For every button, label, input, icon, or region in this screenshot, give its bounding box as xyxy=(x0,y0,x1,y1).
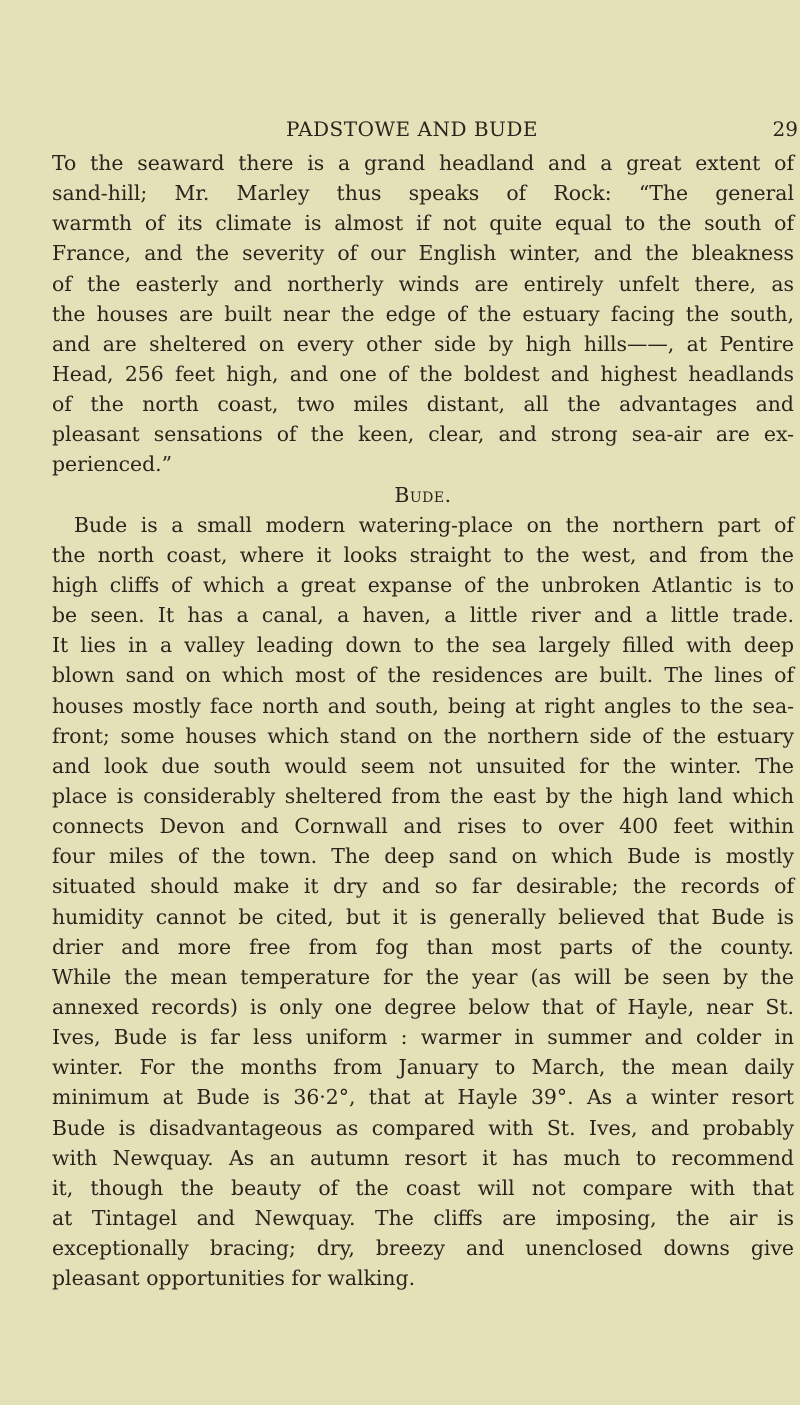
text-line: connects Devon and Cornwall and rises to over 400 feet within xyxy=(52,814,794,839)
text-line: of the easterly and northerly winds are entirely unfelt there, as xyxy=(52,271,794,296)
text-line: and are sheltered on every other side by high hills——, at Pentire xyxy=(52,331,794,356)
section-heading: Bude. xyxy=(394,482,452,507)
text-line: be seen. It has a canal, a haven, a little river and a little trade. xyxy=(52,603,794,628)
text-line: place is considerably sheltered from the east by the high land which xyxy=(52,783,794,808)
text-line: winter. For the months from January to March, the mean daily xyxy=(52,1055,794,1080)
text-line: of the north coast, two miles distant, all the advantages and xyxy=(52,392,794,417)
page-number: 29 xyxy=(772,117,798,141)
text-line: high cliffs of which a great expanse of the unbroken Atlantic is to xyxy=(52,572,794,597)
text-line: annexed records) is only one degree below that of Hayle, near St. xyxy=(52,994,794,1019)
text-line: Ives, Bude is far less uniform : warmer in summer and colder in xyxy=(52,1025,794,1050)
text-line: drier and more free from fog than most parts of the county. xyxy=(52,934,794,959)
text-line: and look due south would seem not unsuited for the winter. The xyxy=(52,753,794,778)
text-line: exceptionally bracing; dry, breezy and unenclosed downs give xyxy=(52,1236,794,1261)
text-line: the houses are built near the edge of the estuary facing the south, xyxy=(52,301,794,326)
text-line: at Tintagel and Newquay. The cliffs are imposing, the air is xyxy=(52,1205,794,1230)
text-line: perienced.” xyxy=(52,452,173,477)
text-line: warmth of its climate is almost if not quite equal to the south of xyxy=(52,211,794,236)
running-head xyxy=(52,114,798,144)
text-line: with Newquay. As an autumn resort it has much to recommend xyxy=(52,1145,794,1170)
text-line: Bude is disadvantageous as compared with St. Ives, and probably xyxy=(52,1115,794,1140)
text-line: blown sand on which most of the residences are built. The lines of xyxy=(52,663,794,688)
text-line: it, though the beauty of the coast will not compare with that xyxy=(52,1175,794,1200)
text-line: the north coast, where it looks straight to the west, and from the xyxy=(52,542,794,567)
text-line: humidity cannot be cited, but it is generally believed that Bude is xyxy=(52,904,794,929)
body-text xyxy=(52,148,794,1293)
text-line: houses mostly face north and south, being at right angles to the sea- xyxy=(52,693,794,718)
text-line: four miles of the town. The deep sand on which Bude is mostly xyxy=(52,844,794,869)
text-line: pleasant opportunities for walking. xyxy=(52,1266,416,1291)
text-line: Head, 256 feet high, and one of the boldest and highest headlands xyxy=(52,361,794,386)
text-line: pleasant sensations of the keen, clear, and strong sea-air are ex- xyxy=(52,422,794,447)
text-line: To the seaward there is a grand headland and a great extent of xyxy=(52,151,794,175)
text-line: While the mean temperature for the year (as will be seen by the xyxy=(52,964,794,989)
text-line: minimum at Bude is 36·2°, that at Hayle 39°. As a winter resort xyxy=(52,1085,794,1110)
running-title: PADSTOWE AND BUDE xyxy=(285,117,539,141)
text-line: It lies in a valley leading down to the sea largely filled with deep xyxy=(52,633,794,658)
text-line: France, and the severity of our English winter, and the bleakness xyxy=(52,241,794,266)
text-line: front; some houses which stand on the northern side of the estuary xyxy=(52,723,794,748)
text-line: situated should make it dry and so far desirable; the records of xyxy=(52,874,794,899)
text-line: sand-hill; Mr. Marley thus speaks of Rock: “The general xyxy=(52,181,794,206)
text-line: Bude is a small modern watering-place on the northern part of xyxy=(74,512,794,537)
